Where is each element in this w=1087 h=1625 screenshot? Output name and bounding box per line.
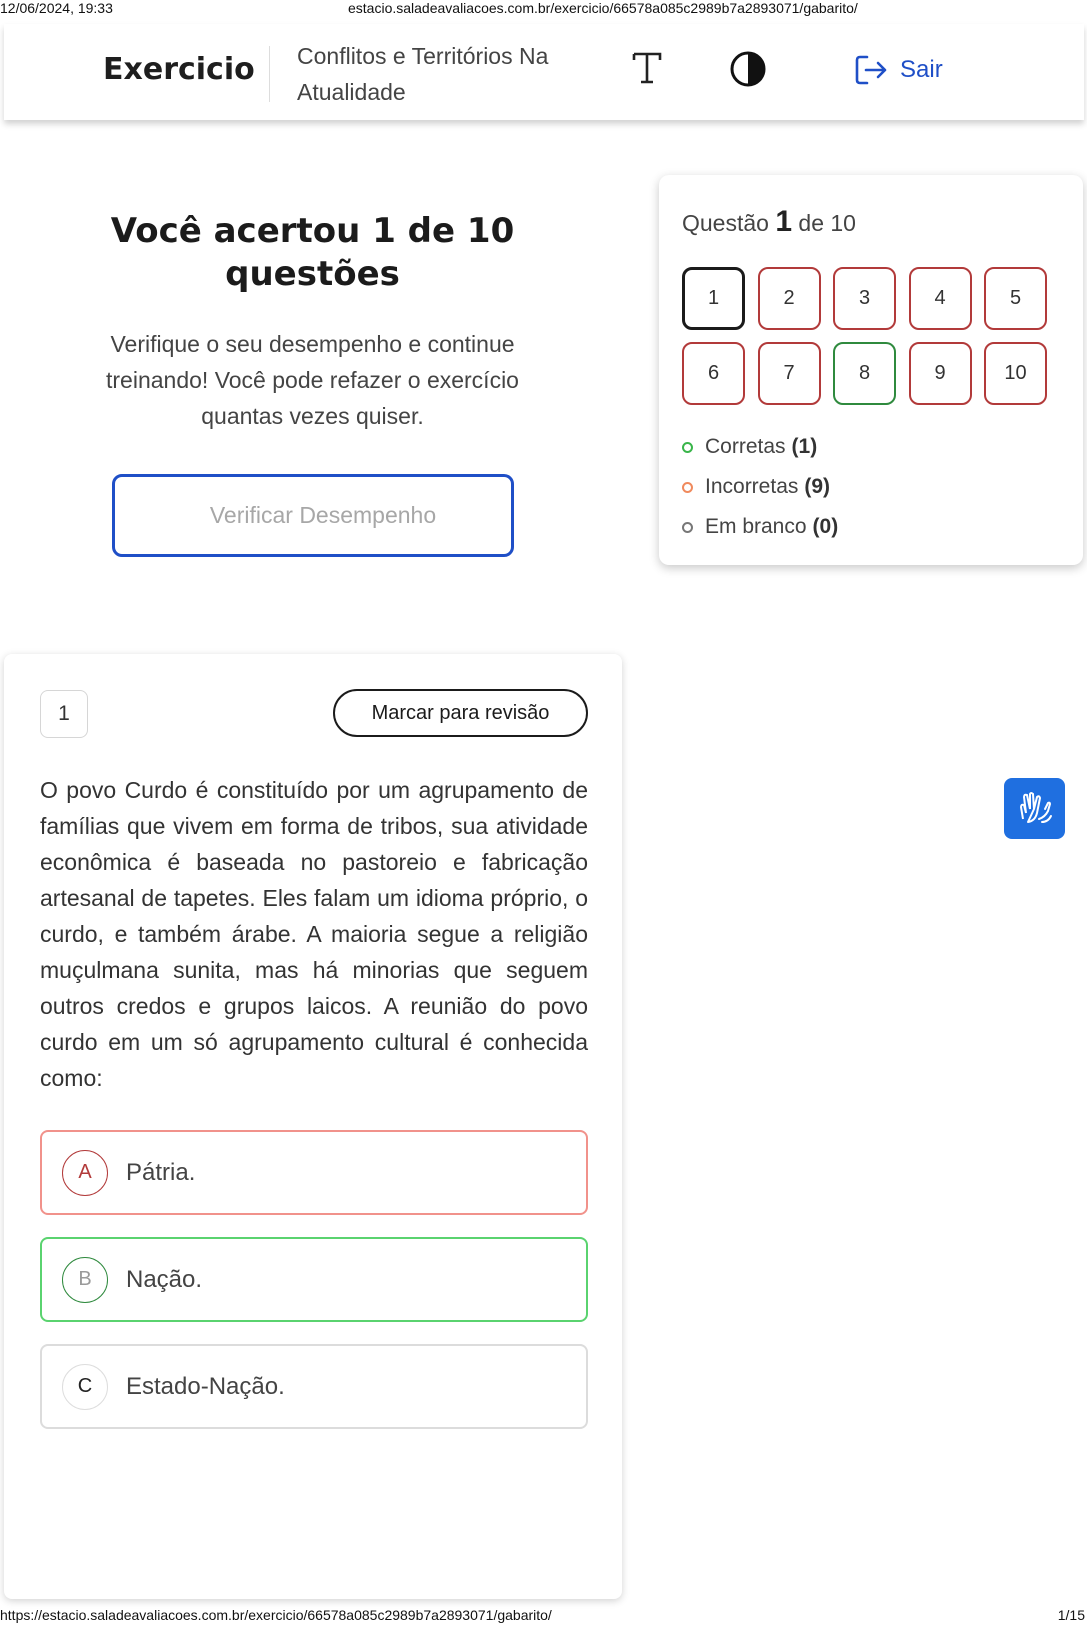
app-header — [4, 24, 1084, 120]
question-nav-1[interactable]: 1 — [682, 267, 745, 330]
navigator-title-prefix: Questão — [682, 210, 769, 236]
question-nav-7[interactable]: 7 — [758, 342, 821, 405]
option-a[interactable] — [40, 1130, 588, 1215]
option-c[interactable] — [40, 1344, 588, 1429]
legend-incorrect: Incorretas (9) — [682, 467, 838, 507]
navigator-current: 1 — [775, 205, 793, 238]
option-b[interactable] — [40, 1237, 588, 1322]
print-url-top: estacio.saladeavaliacoes.com.br/exercicio/66578a085c2989b7a2893071/gabarito/ — [348, 0, 858, 16]
header-divider — [269, 46, 270, 102]
question-nav-4[interactable]: 4 — [909, 267, 972, 330]
question-nav-9[interactable]: 9 — [909, 342, 972, 405]
legend-dot-blank — [682, 522, 693, 533]
option-text: Estado-Nação. — [126, 1372, 285, 1400]
status-legend — [682, 427, 838, 547]
print-footer — [0, 1605, 1087, 1625]
logout-label: Sair — [900, 56, 943, 83]
question-nav-2[interactable]: 2 — [758, 267, 821, 330]
mark-for-review-button[interactable]: Marcar para revisão — [333, 689, 588, 737]
option-letter: A — [62, 1150, 108, 1196]
print-url-bottom: https://estacio.saladeavaliacoes.com.br/exercicio/66578a085c2989b7a2893071/gabarito/ — [0, 1607, 552, 1623]
question-text: O povo Curdo é constituído por um agrupamento de famílias que vivem em forma de tribos, sua atividade econômica é baseada no pastoreio e fabricação artesanal de tapetes. Eles falam um idioma próprio, o curdo, e também árabe. A maioria segue a religião muçulmana sunita, mas há minorias que seguem outros credos e grupos laicos. A reunião do povo curdo em um só agrupamento cultural é conhecida como: — [40, 777, 588, 1091]
result-message: Verifique o seu desempenho e continue treinando! Você pode refazer o exercício quantas vezes quiser. — [106, 331, 519, 429]
question-navigator — [659, 175, 1083, 565]
navigator-title-suffix: de 10 — [798, 210, 856, 236]
result-title: Você acertou 1 de 10 questões — [110, 211, 515, 294]
print-page-number: 1/15 — [1057, 1607, 1085, 1623]
verify-performance-button[interactable]: Verificar Desempenho — [112, 474, 514, 557]
option-letter: C — [62, 1364, 108, 1410]
question-card — [4, 654, 622, 1599]
navigator-title — [682, 205, 856, 239]
sign-language-icon — [1015, 789, 1055, 829]
option-text: Pátria. — [126, 1158, 196, 1186]
contrast-icon[interactable] — [729, 50, 767, 88]
course-title: Conflitos e Territórios Na Atualidade — [297, 43, 549, 105]
legend-blank: Em branco (0) — [682, 507, 838, 547]
legend-dot-incorrect — [682, 482, 693, 493]
option-text: Nação. — [126, 1265, 203, 1293]
question-nav-6[interactable]: 6 — [682, 342, 745, 405]
option-letter: B — [62, 1257, 108, 1303]
print-header — [0, 0, 1087, 18]
font-size-icon[interactable] — [632, 50, 662, 86]
question-nav-10[interactable]: 10 — [984, 342, 1047, 405]
libras-accessibility-button[interactable] — [1004, 778, 1065, 839]
legend-dot-correct — [682, 442, 693, 453]
brand-title: Exercicio — [103, 52, 255, 87]
result-summary — [60, 210, 565, 434]
question-nav-8[interactable]: 8 — [833, 342, 896, 405]
legend-correct: Corretas (1) — [682, 427, 838, 467]
print-datetime: 12/06/2024, 19:33 — [0, 0, 113, 16]
question-nav-3[interactable]: 3 — [833, 267, 896, 330]
question-nav-5[interactable]: 5 — [984, 267, 1047, 330]
logout-icon — [854, 53, 888, 87]
logout-button[interactable] — [854, 52, 943, 88]
question-number: 1 — [40, 690, 88, 738]
